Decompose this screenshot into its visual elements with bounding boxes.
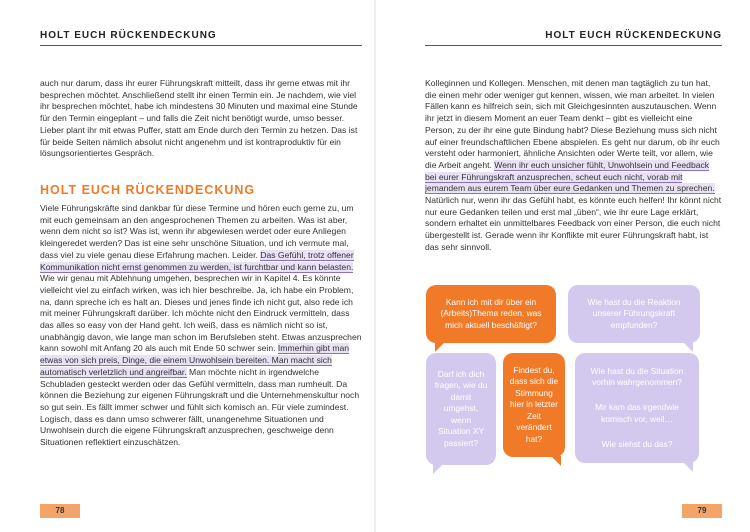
running-head: HOLT EUCH RÜCKENDECKUNG xyxy=(40,30,217,41)
paragraph-text: Man möchte nicht in irgendwelche Schubladen gesteckt werden oder das Gefühl vermitteln, dass man rumheult. Da können die Beziehung zur eigenen Führungskraft und die Unternehmenskultur noch so gut sein. Es fällt immer schwer und fühlt sich komisch an. Für viele zumindest. Logisch, dass es dann umso schwerer fällt, unangenehme Situationen und Unwohlsein durch die eigene Führungskraft anzusprechen, geschweige denn Situationen reflektiert einzuschätzen. xyxy=(40,366,360,448)
paragraph-text: Natürlich nur, wenn ihr das Gefühl habt, es könnte euch helfen! Ihr könnt nicht nur eure Gedanken teilen und erst mal „üben“, wie ihr eure Lage erklärt, sondern erhaltet ein unmittelbares Feedback von einer Person, die euch nicht übergestellt ist. Gerade wenn ihr Konflikte mit eurer Führungskraft habt, ist das sehr sinnvoll. xyxy=(425,195,722,252)
highlighted-text: Wenn ihr euch unsicher fühlt, Unwohlsein und Feedback bei eurer Führungskraft anzusprechen, scheut euch nicht, vorab mit jemandem aus eurem Team über eure Gedanken und Themen zu sprechen. xyxy=(425,159,715,194)
bubble-text: Wie hast du die Situation vorhin wahrgenommen? xyxy=(590,365,684,388)
paragraph-text: Viele Führungskräfte sind dankbar für diese Termine und hören euch gerne zu, um mit euch gemeinsam an den angesprochenen Themen zu arbeiten. Was ist aber, wenn dem nicht so ist? Was ist, wenn ihr abgewiesen werdet oder eure Anliegen kleingeredet werden? Das ist eine sehr unschöne Situation, und ich vermute mal, dass viel zu viele genau diese Erfahrung machen. Leider. xyxy=(40,203,354,260)
paragraph-text: Wie wir genau mit Ablehnung umgehen, besprechen wir in Kapitel 4. Es könnte vielleicht viel zu einfach wirken, was ich hier beschreibe. Ja, ich habe ein Problem, na, dann spreche ich es halt an. Dieses und jenes finde ich nicht gut, also rede ich mit meiner Führungskraft darüber. Ich möchte nicht den Eindruck vermitteln, dass das alles so easy von der Hand geht. Ich weiß, dass es nämlich nicht so ist, unabhängig davon, wie lange man schon im Berufsleben steht. Etwas anzusprechen kann sowohl mit Anfang 20 als auch mit Ende 50 schwer sein. xyxy=(40,273,362,354)
speech-bubble-purple xyxy=(568,285,700,343)
section-heading: HOLT EUCH RÜCKENDECKUNG xyxy=(40,183,256,197)
bubble-text: Wie siehst du das? xyxy=(601,438,673,449)
bubble-text: Wie hast du die Reaktion unserer Führungskraft empfunden? xyxy=(587,296,681,330)
right-page xyxy=(375,0,750,532)
speech-bubble-purple xyxy=(426,353,496,465)
bubble-tail xyxy=(433,464,443,474)
bubble-tail xyxy=(683,462,693,472)
bubble-tail xyxy=(683,342,693,352)
bubble-text: Darf ich dich fragen, wie du damit umgehst, wenn Situation XY passiert? xyxy=(434,368,488,448)
paragraph xyxy=(40,203,362,449)
highlighted-text: Das Gefühl, trotz offener Kommunikation nicht ernst genommen zu werden, ist furchtbar und kann belasten. xyxy=(40,249,354,272)
running-head: HOLT EUCH RÜCKENDECKUNG xyxy=(545,30,722,41)
bubble-tail xyxy=(435,342,445,352)
paragraph-text: Kolleginnen und Kollegen. Menschen, mit denen man tagtäglich zu tun hat, die einen mehr oder weniger gut kennen, wissen, wie man arbeitet. In vielen Fällen kann es hilfreich sein, sich mit Gleichgesinnten auszutauschen. Wenn ihr jetzt in diesem Moment an euer Team denkt – gibt es vielleicht eine Person, zu der ihr eine gute Bindung habt? Diese Beziehung muss sich nicht auf einer freundschaftlichen Ebene abspielen. Es geht nur darum, ob ihr euch versteht oder harmoniert, ähnliche Ansichten oder Werte teilt, vor allem, wie die Arbeit angeht. xyxy=(425,78,720,170)
paragraph xyxy=(425,78,722,254)
bubble-tail xyxy=(551,456,561,466)
highlighted-text: Immerhin gibt man etwas von sich preis, Dinge, die einem Unwohlsein bereiten. Man macht sich automatisch verletzlich und angreifbar. xyxy=(40,343,350,377)
bubble-text: Findest du, dass sich die Stimmung hier in letzter Zeit verändert hat? xyxy=(509,364,559,444)
bubble-text: Kann ich mit dir über ein (Arbeits)Thema reden, was mich aktuell beschäftigt? xyxy=(440,296,542,330)
speech-bubble-orange xyxy=(426,285,556,343)
paragraph: auch nur darum, dass ihr eurer Führungskraft mitteilt, dass ihr gerne etwas mit ihr besprechen möchtet. Anschließend stellt ihr einen Termin ein. Je nachdem, wie viel ihr besprechen möchtet, habe ich mindestens 30 Minuten und maximal eine Stunde für den Termin eingeplant – und falls die Zeit nicht benötigt wurde, umso besser. Lieber plant ihr mit etwas Puffer, statt am Ende durch den Termin zu hetzen. Das ist für beide Seiten nämlich absolut nicht angenehm und ist kontraproduktiv für ein lösungsorientiertes Gespräch. xyxy=(40,78,358,159)
page-number: 78 xyxy=(40,504,80,518)
speech-bubble-orange xyxy=(503,353,565,457)
speech-bubble-purple xyxy=(575,353,699,463)
page-number: 79 xyxy=(682,504,722,518)
header-rule xyxy=(425,45,722,46)
bubble-text: Mir kam das irgendwie komisch vor, weil… xyxy=(595,402,679,424)
header-rule xyxy=(40,45,362,46)
